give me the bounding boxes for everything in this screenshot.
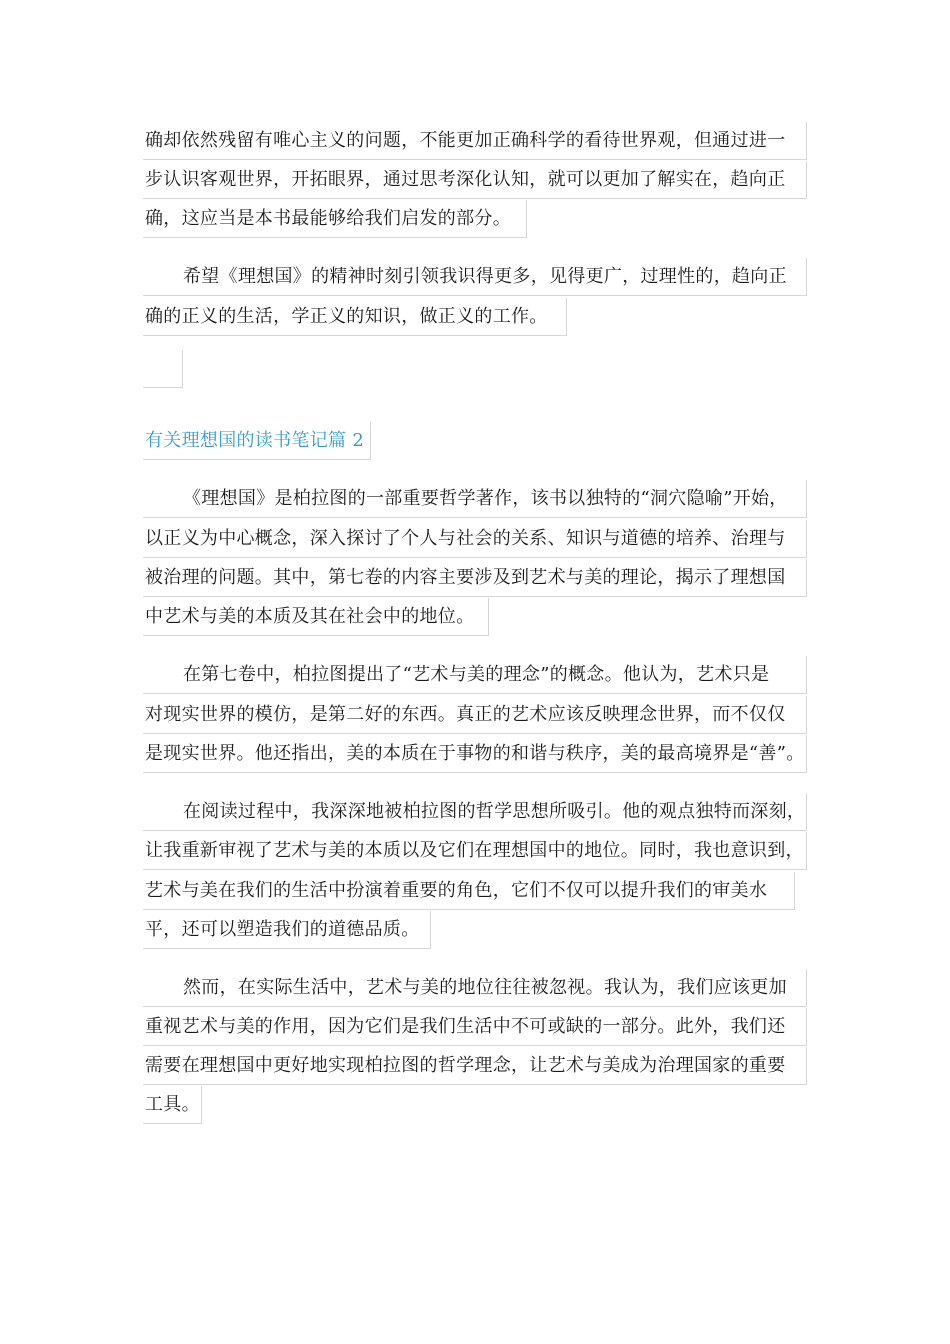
- text-line: 确却依然残留有唯心主义的问题，不能更加正确科学的看待世界观，但通过进一: [143, 122, 807, 160]
- text-line: 被治理的问题。其中，第七卷的内容主要涉及到艺术与美的理论，揭示了理想国: [143, 559, 807, 597]
- text-line: 重视艺术与美的作用，因为它们是我们生活中不可或缺的一部分。此外，我们还: [143, 1008, 807, 1046]
- text-line: 工具。: [143, 1086, 202, 1124]
- text-line: 在阅读过程中，我深深地被柏拉图的哲学思想所吸引。他的观点独特而深刻，: [143, 793, 807, 831]
- text-line: 让我重新审视了艺术与美的本质以及它们在理想国中的地位。同时，我也意识到，: [143, 832, 807, 870]
- text-line: 以正义为中心概念，深入探讨了个人与社会的关系、知识与道德的培养、治理与: [143, 520, 807, 558]
- text-line: 艺术与美在我们的生活中扮演着重要的角色，它们不仅可以提升我们的审美水: [143, 872, 795, 910]
- text-line: 对现实世界的模仿，是第二好的东西。真正的艺术应该反映理念世界，而不仅仅: [143, 696, 807, 734]
- section-heading: 有关理想国的读书笔记篇 2: [143, 422, 371, 460]
- text-line: 确，这应当是本书最能够给我们启发的部分。: [143, 200, 527, 238]
- text-line: 在第七卷中，柏拉图提出了“艺术与美的理念”的概念。他认为，艺术只是: [143, 656, 807, 694]
- text-line: 《理想国》是柏拉图的一部重要哲学著作，该书以独特的“洞穴隐喻”开始，: [143, 480, 807, 518]
- text-line: 中艺术与美的本质及其在社会中的地位。: [143, 598, 489, 636]
- text-line: 平，还可以塑造我们的道德品质。: [143, 911, 431, 949]
- text-line: 是现实世界。他还指出，美的本质在于事物的和谐与秩序，美的最高境界是“善”。: [143, 735, 807, 773]
- text-line: 需要在理想国中更好地实现柏拉图的哲学理念，让艺术与美成为治理国家的重要: [143, 1047, 807, 1085]
- text-line: 步认识客观世界，开拓眼界，通过思考深化认知，就可以更加了解实在，趋向正: [143, 161, 807, 199]
- text-line: 然而，在实际生活中，艺术与美的地位往往被忽视。我认为，我们应该更加: [143, 969, 807, 1007]
- text-line: 希望《理想国》的精神时刻引领我识得更多，见得更广，过理性的，趋向正: [143, 258, 807, 296]
- text-line: 确的正义的生活，学正义的知识，做正义的工作。: [143, 298, 567, 336]
- empty-line: [143, 350, 183, 388]
